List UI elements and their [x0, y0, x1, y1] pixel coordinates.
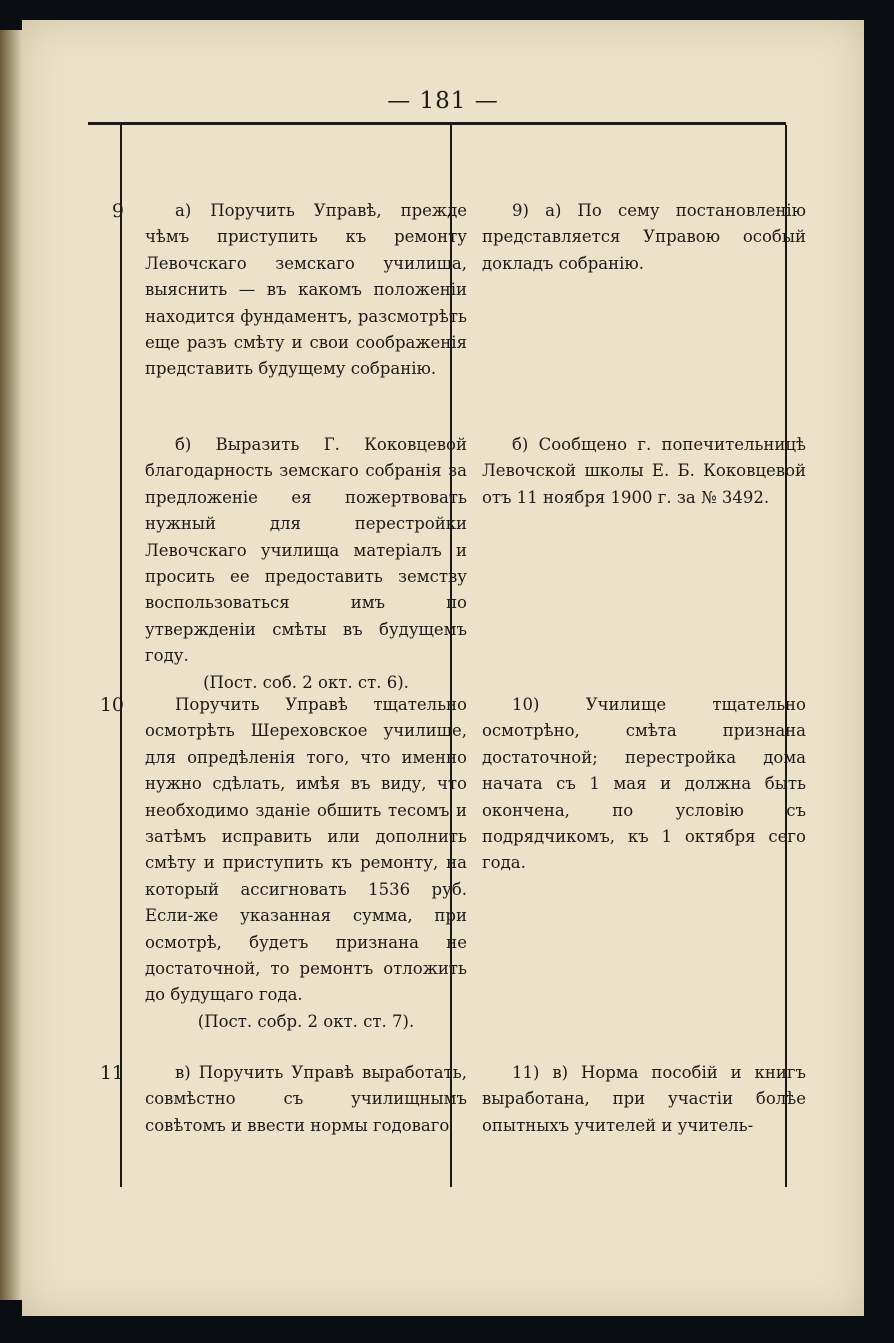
page-number: — 181 — [387, 88, 499, 114]
resolution-reference: (Пост. соб. 2 окт. ст. 6). [203, 672, 409, 692]
resolution-body: Поручить Управѣ тщательно осмотрѣть Шереховское училище, для опредѣленія того, что именно нужно сдѣлать, имѣя въ виду, что необходимо зданіе обшить тесомъ и затѣмъ исправить или дополнить смѣту и приступить къ ремонту, на который ассигновать 1536 руб. Если-же указанная сумма, при осмотрѣ, будетъ признана не достаточной, то ремонтъ отложить до будущаго года. [145, 695, 467, 1005]
resolution-reference: (Пост. собр. 2 окт. ст. 7). [197, 1011, 415, 1031]
resolution-text: в) Поручить Управѣ выработать, совмѣстно съ училищнымъ совѣтомъ и ввести нормы годоваго [145, 1063, 467, 1135]
row-number: 9 [111, 200, 124, 222]
resolution-text [145, 432, 467, 696]
table-top-rule [88, 122, 786, 125]
row-number: 11 [99, 1062, 124, 1084]
execution-text: 9) а) По сему постановленію представляется Управою особый докладъ собранію. [482, 201, 806, 273]
execution-text: 11) в) Норма пособій и книгъ выработана, при участіи болѣе опытныхъ учителей и учитель- [482, 1063, 806, 1135]
adjacent-page-edge [0, 30, 22, 1300]
column-rule-number [120, 125, 122, 1187]
execution-text: 10) Училище тщательно осмотрѣно, смѣта признана достаточной; перестройка дома начата съ 1 мая и должна быть окончена, по условію съ подрядчикомъ, къ 1 октября сего года. [482, 695, 806, 873]
resolution-body: б) Выразить Г. Коковцевой благодарность земскаго собранія за предложеніе ея пожертвовать нужный для перестройки Левочскаго училища матеріалъ и просить ее предоставить земству воспользоваться имъ по утвержденіи смѣты въ будущемъ году. [145, 435, 467, 666]
resolution-text: а) Поручить Управѣ, прежде чѣмъ приступить къ ремонту Левочскаго земскаго училища, выяснить — въ какомъ положеніи находится фундаментъ, разсмотрѣть еще разъ смѣту и свои соображенія представить будущему собранію. [145, 201, 467, 379]
column-rule-right [785, 125, 787, 1187]
execution-text: б) Сообщено г. попечительницѣ Левочской школы Е. Б. Коковцевой отъ 11 ноября 1900 г. за № 3492. [482, 435, 806, 507]
resolution-text [145, 692, 467, 1035]
row-number: 10 [99, 694, 124, 716]
